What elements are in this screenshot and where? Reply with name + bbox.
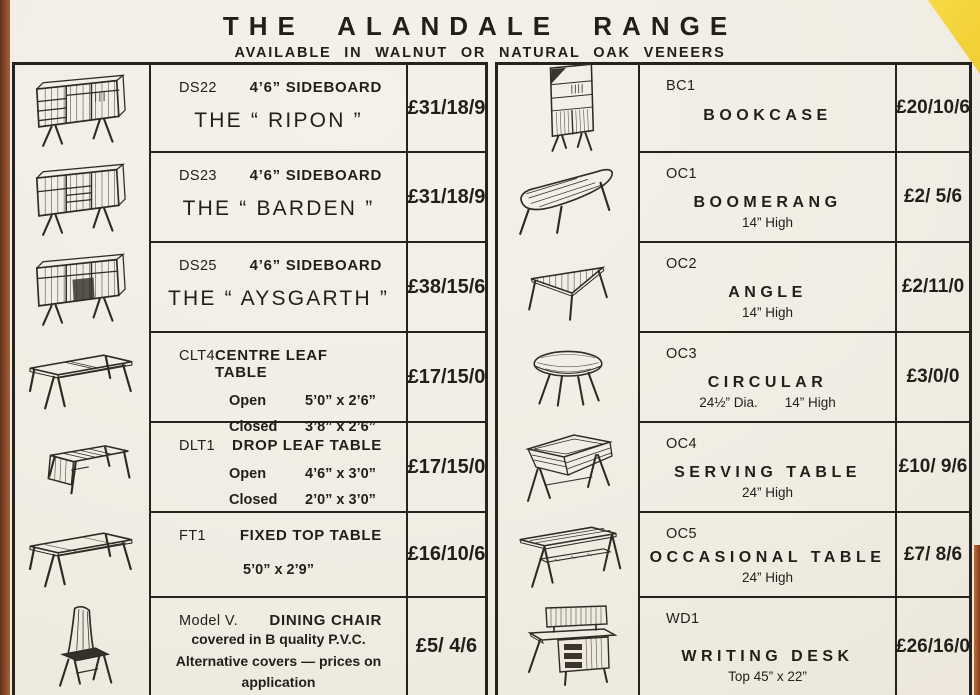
- model-code: DS22: [179, 80, 217, 96]
- item-name: CIRCULAR: [707, 374, 828, 391]
- page-left-edge: [0, 0, 10, 695]
- sideboard-aysgarth-illustration: [15, 243, 149, 333]
- item-name: OCCASIONAL TABLE: [649, 549, 886, 566]
- size-label: Closed: [229, 419, 278, 436]
- price-cell: [406, 333, 485, 421]
- dining-chair-illustration: [15, 598, 149, 695]
- size-value: 4’6” x 3’0”: [305, 466, 376, 482]
- illustration-column: [15, 65, 151, 695]
- price-value: £31/18/9: [407, 96, 486, 119]
- size-label: Open: [229, 466, 267, 482]
- item-title: DINING CHAIR: [269, 612, 382, 629]
- item-details-cell: [151, 333, 406, 436]
- price-value: £10/ 9/6: [898, 456, 968, 477]
- model-code: WD1: [666, 611, 700, 627]
- price-value: £17/15/0: [407, 455, 486, 478]
- size-details: [229, 461, 406, 513]
- item-header: [151, 513, 406, 544]
- size-value: 2’0” x 3’0”: [305, 492, 376, 509]
- catalog-row: [640, 423, 969, 513]
- catalog-row: [151, 423, 485, 513]
- item-name: SERVING TABLE: [674, 464, 861, 481]
- catalog-row: [640, 153, 969, 243]
- size-row: [229, 388, 406, 414]
- item-details-cell: [640, 513, 895, 596]
- size-row: [229, 487, 406, 513]
- item-details-cell: [151, 423, 406, 511]
- catalog-row: [640, 333, 969, 423]
- item-header: [151, 153, 406, 184]
- model-code: DS25: [179, 258, 217, 274]
- centre-leaf-table-illustration: [15, 333, 149, 423]
- item-details-cell: [151, 598, 406, 695]
- item-name: THE “ RIPON ”: [194, 109, 363, 132]
- item-details-cell: [640, 153, 895, 241]
- model-code: DLT1: [179, 438, 215, 454]
- price-value: £38/15/6: [407, 275, 486, 298]
- item-details-cell: [151, 243, 406, 331]
- size-value: 24” High: [741, 570, 794, 585]
- price-value: £31/18/9: [407, 185, 486, 208]
- price-value: £2/11/0: [901, 276, 965, 297]
- size-label: Closed: [229, 492, 278, 509]
- price-value: £20/10/6: [896, 97, 970, 118]
- model-code: DS23: [179, 168, 217, 184]
- drop-leaf-table-illustration: [15, 423, 149, 513]
- price-value: £7/ 8/6: [903, 543, 963, 565]
- item-title: FIXED TOP TABLE: [239, 527, 382, 544]
- price-cell: [895, 333, 969, 421]
- item-header: [151, 598, 406, 629]
- boomerang-table-illustration: [498, 153, 638, 243]
- price-cell: [406, 513, 485, 596]
- item-details-cell: [640, 333, 895, 421]
- item-title: DROP LEAF TABLE: [232, 437, 382, 454]
- note-line: covered in B quality P.V.C.: [191, 631, 366, 647]
- circular-table-illustration: [498, 333, 638, 423]
- price-value: £2/ 5/6: [903, 186, 963, 207]
- size-value: 3’8” x 2’6”: [305, 419, 376, 436]
- price-cell: [895, 243, 969, 331]
- model-code: Model V.: [179, 613, 239, 629]
- item-details-cell: [151, 153, 406, 241]
- price-value: £3/0/0: [906, 366, 960, 387]
- item-title: 4’6” SIDEBOARD: [249, 167, 382, 184]
- occasional-table-illustration: [498, 513, 638, 598]
- left-price-table: [12, 62, 488, 695]
- item-title: 4’6” SIDEBOARD: [249, 257, 382, 274]
- price-cell: [406, 423, 485, 511]
- serving-table-illustration: [498, 423, 638, 513]
- size-value: 5’0” x 2’6”: [305, 393, 376, 409]
- price-value: £17/15/0: [407, 365, 486, 388]
- catalog-row: [151, 513, 485, 598]
- rows-column: [640, 65, 969, 695]
- size-value: 5’0” x 2’9”: [243, 562, 314, 578]
- model-code: OC4: [666, 436, 698, 452]
- page-title: THE ALANDALE RANGE: [222, 11, 738, 41]
- price-value: £5/ 4/6: [415, 635, 478, 657]
- item-name: THE “ AYSGARTH ”: [167, 287, 390, 310]
- size-value: 14” High: [741, 305, 794, 320]
- page-right-edge: [974, 545, 980, 695]
- item-details-cell: [640, 65, 895, 151]
- catalog-row: [151, 598, 485, 695]
- size-value: Top 45” x 22”: [728, 669, 807, 684]
- item-details-cell: [640, 598, 895, 695]
- item-header: [151, 333, 406, 381]
- price-table: [12, 62, 972, 695]
- catalog-row: [151, 243, 485, 333]
- model-code: FT1: [179, 528, 206, 544]
- item-details-cell: [151, 513, 406, 596]
- item-name: ANGLE: [728, 284, 807, 301]
- catalog-row: [151, 153, 485, 243]
- catalog-row: [151, 65, 485, 153]
- writing-desk-illustration: [498, 598, 638, 695]
- price-cell: [406, 598, 485, 695]
- item-name: BOOKCASE: [703, 107, 832, 124]
- note-line: application: [241, 674, 316, 691]
- rows-column: [151, 65, 485, 695]
- size-value: 24½” Dia. 14” High: [699, 395, 836, 410]
- note-line: Alternative covers — prices on: [175, 652, 382, 669]
- price-cell: [406, 65, 485, 151]
- sideboard-barden-illustration: [15, 153, 149, 243]
- item-title: 4’6” SIDEBOARD: [249, 79, 382, 96]
- illustration-column: [498, 65, 640, 695]
- price-value: £16/10/6: [407, 543, 486, 565]
- model-code: OC2: [666, 256, 698, 272]
- price-cell: [895, 65, 969, 151]
- fixed-top-table-illustration: [15, 513, 149, 598]
- item-header: [151, 243, 406, 274]
- item-header: [151, 65, 406, 96]
- catalog-row: [640, 598, 969, 695]
- model-code: OC3: [666, 346, 698, 362]
- sideboard-ripon-illustration: [15, 65, 149, 153]
- price-cell: [895, 598, 969, 695]
- item-name: THE “ BARDEN ”: [182, 197, 375, 220]
- catalog-row: [640, 513, 969, 598]
- item-header: [151, 423, 406, 454]
- angle-table-illustration: [498, 243, 638, 333]
- right-price-table: [495, 62, 972, 695]
- model-code: CLT4: [179, 348, 215, 364]
- model-code: OC1: [666, 166, 698, 182]
- item-details-cell: [640, 243, 895, 331]
- price-cell: [895, 513, 969, 596]
- price-cell: [895, 423, 969, 511]
- price-value: £26/16/0: [896, 635, 970, 657]
- item-name: WRITING DESK: [681, 648, 854, 665]
- model-code: BC1: [666, 78, 696, 94]
- size-label: Open: [229, 393, 267, 409]
- item-title: CENTRE LEAF TABLE: [214, 347, 328, 381]
- price-cell: [406, 243, 485, 331]
- catalog-header: [0, 0, 960, 61]
- price-cell: [895, 153, 969, 241]
- item-details-cell: [151, 65, 406, 151]
- page-subtitle: AVAILABLE IN WALNUT OR NATURAL OAK VENEERS: [234, 45, 726, 61]
- item-name: BOOMERANG: [693, 194, 842, 211]
- size-value: 24” High: [741, 485, 794, 500]
- catalog-row: [151, 333, 486, 436]
- size-value: 14” High: [741, 215, 794, 230]
- catalog-row: [640, 243, 969, 333]
- size-row: [229, 461, 406, 487]
- item-details-cell: [640, 423, 895, 511]
- bookcase-illustration: [498, 65, 638, 153]
- price-cell: [406, 153, 485, 241]
- catalog-row: [640, 65, 969, 153]
- model-code: OC5: [666, 526, 698, 542]
